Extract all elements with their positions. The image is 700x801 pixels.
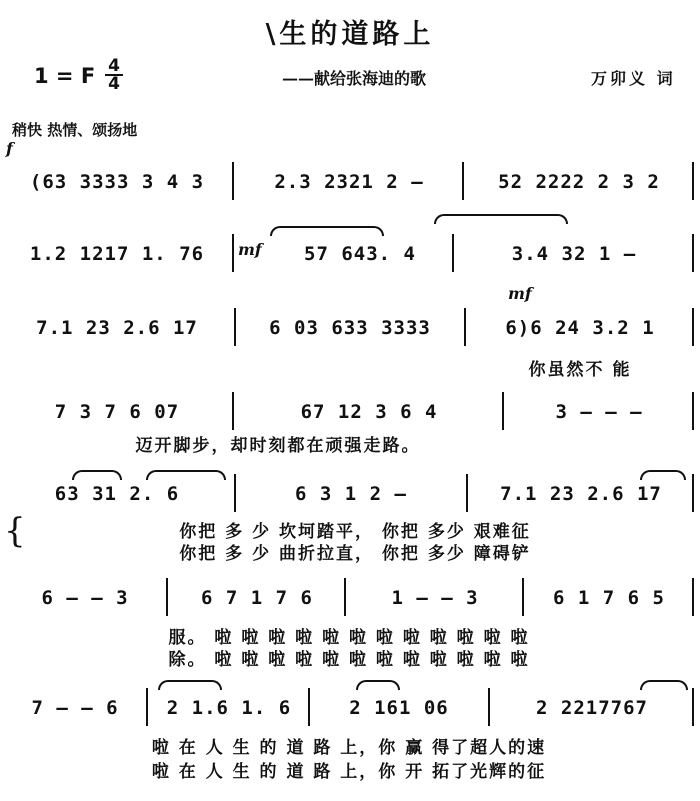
barline	[692, 308, 694, 346]
measure: 7.1 23 2.6 17	[36, 317, 198, 339]
barline	[522, 578, 524, 616]
score-line-7	[0, 686, 700, 730]
barline	[232, 234, 234, 272]
barline	[146, 688, 148, 726]
barline	[692, 578, 694, 616]
measure: 6 — — 3	[41, 587, 129, 609]
score-line-2	[0, 232, 700, 276]
lyric-line-5a	[0, 518, 700, 540]
lyric-line-6a	[0, 624, 700, 646]
measure: 3 — — —	[555, 401, 643, 423]
barline	[308, 688, 310, 726]
measure: 1.2 1217 1. 76	[29, 243, 205, 265]
barline	[466, 474, 468, 512]
measure: 6 03 633 3333	[269, 317, 431, 339]
measure: 6 3 1 2 —	[295, 483, 407, 505]
lyric-text: 啦 在 人 生 的 道 路 上，你 赢 得了超人的速	[151, 737, 547, 758]
barline	[692, 392, 694, 430]
measure: 63 31 2. 6	[54, 483, 180, 505]
measure: (63 3333 3 4 3	[29, 171, 205, 193]
lyric-line-7b	[0, 758, 700, 780]
barline	[462, 162, 464, 200]
measure: 6 1 7 6 5	[553, 587, 665, 609]
barline	[234, 474, 236, 512]
lyric-line-3	[0, 356, 700, 378]
measure: 7.1 23 2.6 17	[500, 483, 662, 505]
lyric-text: 你把 多 少 曲折拉直， 你把 多少 障碍铲	[179, 543, 531, 564]
dedication-subtitle: ——献给张海迪的歌	[282, 69, 427, 88]
lyricist-credit: 万卯义 词	[591, 69, 676, 88]
barline	[464, 308, 466, 346]
score-line-4	[0, 390, 700, 434]
lyric-text: 你虽然不 能	[528, 359, 632, 380]
barline	[232, 162, 234, 200]
measure: 6)6 24 3.2 1	[505, 317, 655, 339]
score-line-5	[0, 472, 700, 516]
lyric-line-4	[0, 432, 700, 454]
lyric-text: 你把 多 少 坎坷踏平， 你把 多少 艰难征	[179, 521, 531, 542]
barline	[232, 392, 234, 430]
key-signature: 1 = F	[34, 64, 96, 88]
score-line-3	[0, 306, 700, 350]
measure: 6 7 1 7 6	[201, 587, 313, 609]
barline	[502, 392, 504, 430]
barline	[452, 234, 454, 272]
measure: 57 643. 4	[304, 243, 416, 265]
lyric-text: 服。 啦 啦 啦 啦 啦 啦 啦 啦 啦 啦 啦 啦	[168, 627, 530, 648]
barline	[234, 308, 236, 346]
measure: 52 2222 2 3 2	[498, 171, 660, 193]
dynamic-mezzo-forte: mf	[238, 240, 262, 259]
score-line-6	[0, 576, 700, 620]
tempo-marking: 稍快 热情、颂扬地	[12, 121, 138, 139]
measure: 2 1.6 1. 6	[166, 697, 292, 719]
measure: 67 12 3 6 4	[300, 401, 438, 423]
dynamic-forte: f	[6, 139, 13, 158]
barline	[692, 162, 694, 200]
measure: 7 — — 6	[31, 697, 119, 719]
lyric-line-6b	[0, 646, 700, 668]
measure: 3.4 32 1 —	[511, 243, 637, 265]
measure: 2 2217767	[536, 697, 648, 719]
time-signature	[105, 58, 123, 92]
meter-top: 4	[108, 56, 120, 76]
slur	[434, 214, 568, 224]
score-line-1	[0, 160, 700, 204]
barline	[488, 688, 490, 726]
barline	[692, 474, 694, 512]
measure: 2 161 06	[349, 697, 449, 719]
lyric-line-5b	[0, 540, 700, 562]
dynamic-mezzo-forte: mf	[508, 284, 532, 303]
barline	[166, 578, 168, 616]
barline	[692, 234, 694, 272]
measure: 1 — — 3	[391, 587, 479, 609]
measure: 7 3 7 6 07	[54, 401, 180, 423]
lyric-text: 迈开脚步，却时刻都在顽强走路。	[135, 435, 421, 456]
lyric-text: 除。 啦 啦 啦 啦 啦 啦 啦 啦 啦 啦 啦 啦	[168, 649, 530, 670]
lyric-text: 啦 在 人 生 的 道 路 上，你 开 拓了光辉的征	[151, 761, 547, 782]
barline	[344, 578, 346, 616]
measure: 2.3 2321 2 —	[274, 171, 424, 193]
meter-bottom: 4	[105, 74, 123, 92]
verse-brace: {	[4, 511, 26, 551]
song-title: \生的道路上	[265, 19, 435, 50]
lyric-line-7a	[0, 734, 700, 756]
barline	[692, 688, 694, 726]
